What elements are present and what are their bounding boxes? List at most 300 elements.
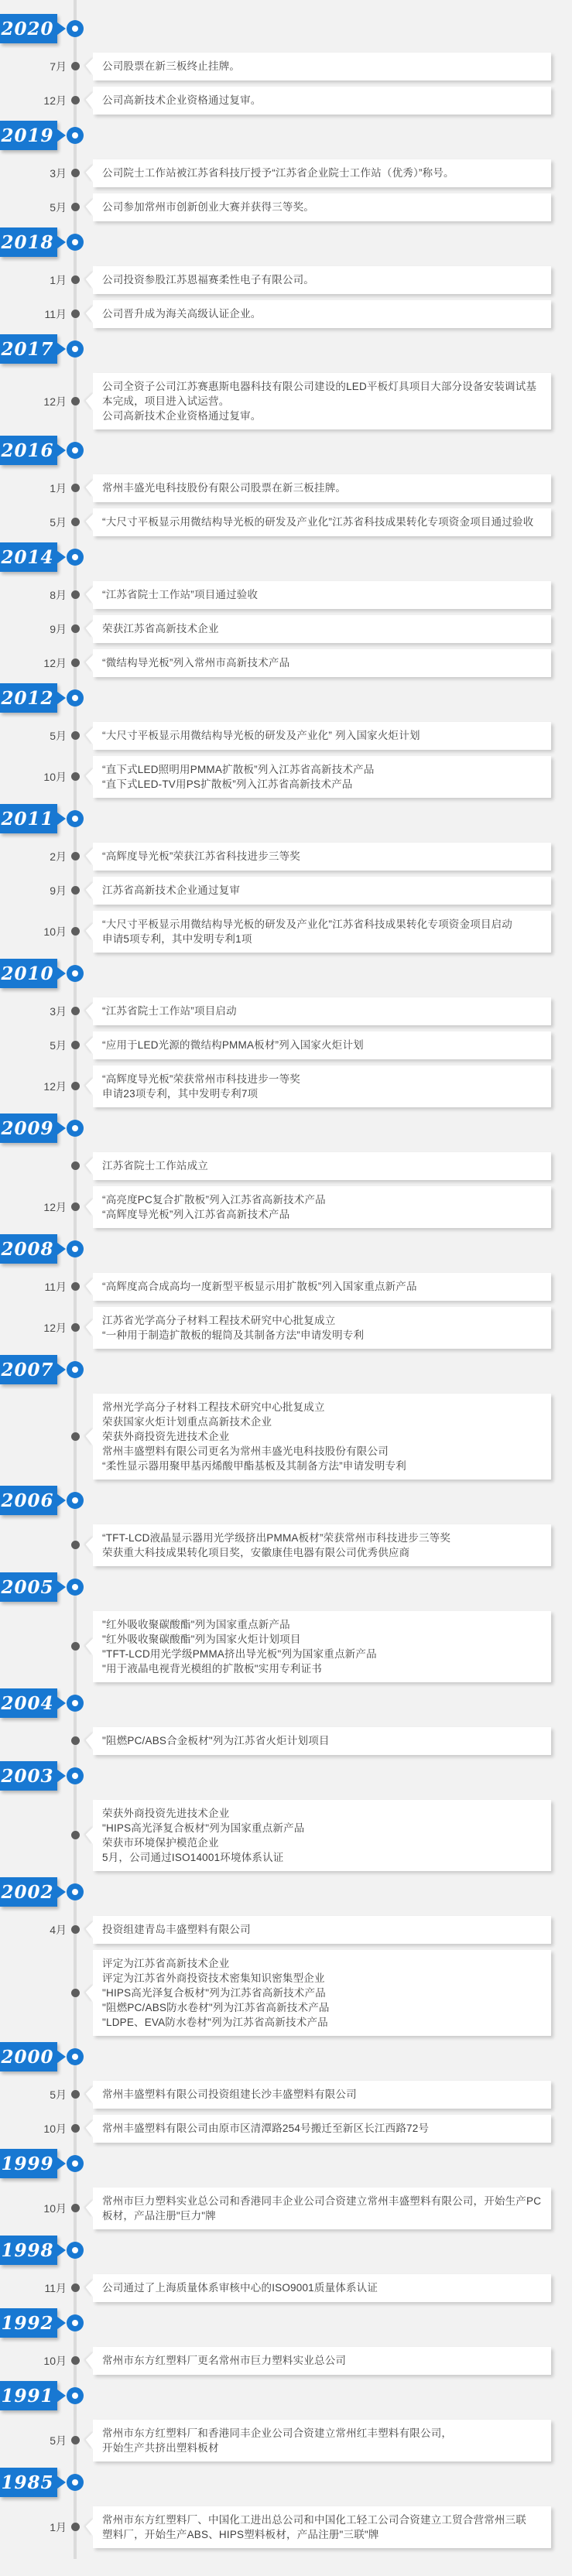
entry-text — [102, 1279, 545, 1294]
card-pointer-icon — [86, 1921, 101, 1938]
entry-text-line: 江苏省院士工作站成立 — [102, 1160, 208, 1172]
timeline-year-dot-icon — [67, 1695, 84, 1712]
entry-text-line: “一种用于制造扩散板的辊筒及其制备方法”申请发明专利 — [102, 1329, 365, 1341]
timeline-month-dot-icon — [71, 1323, 80, 1332]
entry-month-label: 10月 — [43, 2355, 67, 2367]
badge-arrow-icon — [57, 1363, 66, 1376]
timeline-entry — [93, 1152, 551, 1180]
card-pointer-icon — [86, 1002, 101, 1020]
timeline-year-dot-icon — [67, 1579, 84, 1596]
timeline-entry — [43, 1066, 551, 1107]
entry-text-line: 荣获外商投资先进技术企业 — [102, 1431, 230, 1442]
year-label: 1992 — [1, 2312, 54, 2334]
entry-card — [93, 1800, 551, 1871]
year-badge — [0, 227, 57, 257]
card-pointer-icon — [86, 198, 101, 216]
year-badge — [0, 334, 57, 364]
entry-card — [93, 1186, 551, 1228]
entry-text-line: “微结构导光板”列入常州市高新技术产品 — [102, 657, 290, 669]
entry-text-line: 评定为江苏省高新技术企业 — [102, 1958, 230, 1969]
year-label: 2020 — [1, 18, 54, 39]
year-label: 2010 — [1, 963, 54, 984]
timeline-year-dot-icon — [67, 1120, 84, 1137]
entry-month-label: 12月 — [43, 395, 67, 408]
entry-text-line: 公司院士工作站被江苏省科技厅授予“江苏省企业院士工作站（优秀）”称号。 — [102, 167, 454, 179]
timeline-entry — [93, 1727, 551, 1755]
timeline-year-dot-icon — [67, 234, 84, 251]
timeline-entry — [93, 1524, 551, 1566]
timeline-month-dot-icon — [71, 1642, 80, 1651]
year-badge — [0, 1761, 57, 1791]
entry-text — [102, 1617, 545, 1676]
timeline-entry — [50, 508, 551, 536]
timeline-entry — [50, 1031, 551, 1059]
card-pointer-icon — [86, 620, 101, 638]
entry-text — [102, 1158, 545, 1173]
timeline-entry — [44, 1273, 551, 1301]
year-badge — [0, 804, 57, 833]
entry-text — [102, 1192, 545, 1222]
entry-text-line: 评定为江苏省外商投资技术密集知识密集型企业 — [102, 1972, 325, 1984]
entry-text — [102, 621, 545, 636]
entry-month-label: 5月 — [50, 201, 67, 214]
entry-text — [102, 515, 545, 529]
timeline-entry — [50, 266, 551, 294]
entry-card — [93, 2081, 551, 2109]
entry-card — [93, 722, 551, 750]
timeline-month-dot-icon — [71, 1989, 80, 1997]
entry-text-line: 公司通过了上海质量体系审核中心的ISO9001质量体系认证 — [102, 2282, 378, 2294]
timeline-month-dot-icon — [71, 1161, 80, 1170]
entry-text-line: “TFT-LCD液晶显示器用光学级挤出PMMA板材”荣获常州市科技进步三等奖 — [102, 1532, 451, 1544]
timeline-year-dot-icon — [67, 2474, 84, 2491]
entry-text — [102, 917, 545, 946]
entry-month-label: 3月 — [50, 167, 67, 180]
year-label: 2014 — [1, 546, 54, 568]
timeline-year-marker — [0, 2149, 572, 2178]
timeline-month-dot-icon — [71, 2090, 80, 2099]
entry-text — [102, 306, 545, 321]
card-pointer-icon — [86, 922, 101, 940]
entry-card — [93, 508, 551, 536]
entry-text-line: “江苏省院士工作站”项目通过验收 — [102, 589, 259, 600]
card-pointer-icon — [86, 1198, 101, 1216]
entry-text-line: 荣获市环境保护模范企业 — [102, 1837, 219, 1849]
entry-month-label: 3月 — [50, 1005, 67, 1018]
card-pointer-icon — [86, 91, 101, 109]
entry-text-line: “高辉度高合成高均一度新型平板显示用扩散板”列入国家重点新产品 — [102, 1281, 417, 1292]
year-badge — [0, 1486, 57, 1515]
timeline-year-dot-icon — [67, 2242, 84, 2259]
timeline-entry — [50, 997, 551, 1025]
entry-card — [93, 2188, 551, 2229]
timeline-year-dot-icon — [67, 442, 84, 459]
entry-text-line: “直下式LED-TV用PS扩散板”列入江苏省高新技术产品 — [102, 778, 353, 790]
year-label: 2016 — [1, 440, 54, 461]
timeline-month-dot-icon — [71, 2356, 80, 2365]
card-pointer-icon — [86, 2199, 101, 2217]
entry-text — [102, 1004, 545, 1018]
year-label: 1999 — [1, 2153, 54, 2174]
entry-text — [102, 272, 545, 287]
timeline-year-marker — [0, 1234, 572, 1264]
timeline-month-dot-icon — [71, 1831, 80, 1839]
timeline-entry — [50, 159, 551, 187]
badge-arrow-icon — [57, 2157, 66, 2170]
entry-card — [93, 877, 551, 905]
entry-month-label: 12月 — [43, 657, 67, 669]
timeline-year-dot-icon — [67, 689, 84, 706]
card-pointer-icon — [86, 1157, 101, 1175]
timeline-month-dot-icon — [71, 624, 80, 633]
year-badge — [0, 14, 57, 43]
timeline-entry — [44, 300, 551, 328]
entry-month-label: 1月 — [50, 274, 67, 286]
entry-month-label: 5月 — [50, 1039, 67, 1052]
timeline-month-dot-icon — [71, 1007, 80, 1015]
timeline-month-dot-icon — [71, 1041, 80, 1049]
entry-card — [93, 911, 551, 953]
card-pointer-icon — [86, 2119, 101, 2137]
entry-text — [102, 2353, 545, 2368]
entry-text — [102, 1400, 545, 1473]
entry-text-line: 江苏省光学高分子材料工程技术研究中心批复成立 — [102, 1315, 336, 1326]
badge-arrow-icon — [57, 1697, 66, 1709]
entry-card — [93, 649, 551, 677]
year-label: 2004 — [1, 1692, 54, 1714]
timeline-month-dot-icon — [71, 1541, 80, 1549]
year-badge — [0, 1355, 57, 1384]
entry-card — [93, 53, 551, 80]
badge-arrow-icon — [57, 2244, 66, 2256]
timeline-year-marker — [0, 2381, 572, 2410]
entry-text-line: "阻燃PC/ABS防水卷材"列为江苏省高新技术产品 — [102, 2002, 330, 2013]
entry-text-line: 公司全资子公司江苏赛惠斯电器科技有限公司建设的LED平板灯具项目大部分设备安装调试基 — [102, 381, 537, 392]
timeline-year-marker — [0, 683, 572, 713]
timeline-month-dot-icon — [71, 2436, 80, 2444]
timeline-month-dot-icon — [71, 852, 80, 860]
timeline-year-marker — [0, 2042, 572, 2071]
timeline-year-marker — [0, 1486, 572, 1515]
entry-text — [102, 2087, 545, 2102]
card-pointer-icon — [86, 2352, 101, 2369]
badge-arrow-icon — [57, 2317, 66, 2329]
entry-text-line: "HIPS高光泽复合板材"列为国家重点新产品 — [102, 1822, 305, 1834]
entry-text-line: 公司高新技术企业资格通过复审。 — [102, 410, 262, 422]
entry-text — [102, 93, 545, 108]
entry-card — [93, 1524, 551, 1566]
card-pointer-icon — [86, 1077, 101, 1095]
timeline-month-dot-icon — [71, 2523, 80, 2531]
entry-text — [102, 1806, 545, 1865]
entry-card — [93, 581, 551, 609]
badge-arrow-icon — [57, 1243, 66, 1255]
timeline-month-dot-icon — [71, 2284, 80, 2292]
entry-text — [102, 1038, 545, 1052]
timeline-entry — [43, 649, 551, 677]
badge-arrow-icon — [57, 551, 66, 563]
entry-card — [93, 1307, 551, 1349]
card-pointer-icon — [86, 513, 101, 531]
timeline-entry — [50, 53, 551, 80]
entry-text — [102, 1733, 545, 1748]
entry-text — [102, 762, 545, 792]
entry-card — [93, 1727, 551, 1755]
entry-card — [93, 2420, 551, 2461]
timeline-month-dot-icon — [71, 1736, 80, 1745]
entry-text-line: “大尺寸平板显示用微结构导光板的研发及产业化” 列入国家火炬计划 — [102, 730, 420, 741]
year-label: 2007 — [1, 1359, 54, 1380]
timeline-entry — [50, 615, 551, 643]
card-pointer-icon — [86, 164, 101, 182]
entry-text-line: "HIPS高光泽复合板材"列为江苏省高新技术产品 — [102, 1987, 326, 1999]
entry-text-line: “大尺寸平板显示用微结构导光板的研发及产业化”江苏省科技成果转化专项资金项目通过验收 — [102, 516, 534, 528]
timeline-entry — [50, 193, 551, 221]
entry-month-label: 10月 — [43, 771, 67, 783]
entry-month-label: 9月 — [50, 884, 67, 897]
entry-text-line: 江苏省高新技术企业通过复审 — [102, 884, 241, 896]
entry-month-label: 10月 — [43, 925, 67, 938]
year-label: 2018 — [1, 231, 54, 253]
entry-card — [93, 2347, 551, 2375]
entry-text-line: 常州丰盛塑料有限公司投资组建长沙丰盛塑料有限公司 — [102, 2089, 357, 2100]
entry-month-label: 2月 — [50, 850, 67, 863]
card-pointer-icon — [86, 768, 101, 785]
card-pointer-icon — [86, 1826, 101, 1844]
entry-text-line: 荣获外商投资先进技术企业 — [102, 1808, 230, 1819]
year-label: 1985 — [1, 2472, 54, 2493]
timeline-year-marker — [0, 1114, 572, 1143]
timeline-month-dot-icon — [71, 886, 80, 895]
timeline-year-marker — [0, 959, 572, 988]
badge-arrow-icon — [57, 2476, 66, 2489]
card-pointer-icon — [86, 1637, 101, 1655]
timeline-entry — [43, 2347, 551, 2375]
entry-text-line: 荣获重大科技成果转化项目奖，安徽康佳电器有限公司优秀供应商 — [102, 1547, 410, 1558]
year-label: 2012 — [1, 687, 54, 709]
timeline-month-dot-icon — [71, 731, 80, 740]
entry-text-line: 塑料厂，开始生产ABS、HIPS塑料板材，产品注册"三联"牌 — [102, 2529, 379, 2540]
timeline-month-dot-icon — [71, 484, 80, 492]
year-label: 2002 — [1, 1881, 54, 1903]
timeline-month-dot-icon — [71, 2204, 80, 2212]
timeline-month-dot-icon — [71, 169, 80, 177]
entry-text — [102, 59, 545, 74]
entry-text — [102, 2121, 545, 2136]
timeline-month-dot-icon — [71, 310, 80, 318]
entry-text-line: “江苏省院士工作站”项目启动 — [102, 1005, 237, 1017]
year-badge — [0, 2468, 57, 2497]
entry-text-line: “直下式LED照明用PMMA扩散板”列入江苏省高新技术产品 — [102, 764, 375, 775]
timeline-month-dot-icon — [71, 2124, 80, 2133]
entry-month-label: 4月 — [50, 1924, 67, 1936]
timeline-month-dot-icon — [71, 275, 80, 284]
timeline-entry — [43, 2115, 551, 2143]
entry-text — [102, 2194, 545, 2223]
year-badge — [0, 2042, 57, 2071]
timeline-entry — [50, 581, 551, 609]
timeline-year-marker — [0, 1572, 572, 1602]
entry-card — [93, 266, 551, 294]
card-pointer-icon — [86, 881, 101, 899]
timeline-year-marker — [0, 1355, 572, 1384]
entry-text — [102, 2426, 545, 2455]
entry-text-line: "用于液晶电视背光模组的扩散板"实用专利证书 — [102, 1663, 322, 1675]
card-pointer-icon — [86, 847, 101, 865]
timeline-year-dot-icon — [67, 1240, 84, 1257]
entry-text-line: 本完成，项目进入试运营。 — [102, 395, 230, 407]
entry-text — [102, 200, 545, 214]
entry-month-label: 11月 — [44, 2282, 67, 2294]
card-pointer-icon — [86, 727, 101, 744]
card-pointer-icon — [86, 2431, 101, 2449]
entry-month-label: 11月 — [44, 1281, 67, 1293]
timeline-year-dot-icon — [67, 2314, 84, 2331]
year-label: 2003 — [1, 1765, 54, 1787]
timeline-year-dot-icon — [67, 2155, 84, 2172]
timeline-year-dot-icon — [67, 965, 84, 982]
timeline-year-marker — [0, 1688, 572, 1718]
timeline-entry — [44, 2274, 551, 2302]
timeline-entry — [50, 474, 551, 502]
timeline-entry — [93, 1394, 551, 1480]
entry-card — [93, 1152, 551, 1180]
entry-text — [102, 587, 545, 602]
entry-text-line: 公司投资参股江苏恩福赛柔性电子有限公司。 — [102, 274, 314, 286]
entry-month-label: 8月 — [50, 589, 67, 601]
timeline-year-dot-icon — [67, 1883, 84, 1900]
entry-card — [93, 474, 551, 502]
timeline-month-dot-icon — [71, 1282, 80, 1291]
timeline-year-dot-icon — [67, 340, 84, 357]
year-label: 1998 — [1, 2239, 54, 2261]
entry-card — [93, 2274, 551, 2302]
entry-text-line: 常州市巨力塑料实业总公司和香港同丰企业公司合资建立常州丰盛塑料有限公司，开始生产PC — [102, 2195, 542, 2207]
entry-card — [93, 1611, 551, 1682]
year-badge — [0, 1688, 57, 1718]
timeline-entry — [50, 2081, 551, 2109]
badge-arrow-icon — [57, 236, 66, 248]
entry-text-line: 投资组建青岛丰盛塑料有限公司 — [102, 1924, 251, 1935]
year-badge — [0, 959, 57, 988]
entry-text — [102, 1956, 545, 2030]
badge-arrow-icon — [57, 1886, 66, 1898]
entry-card — [93, 300, 551, 328]
badge-arrow-icon — [57, 812, 66, 825]
card-pointer-icon — [86, 2518, 101, 2536]
timeline-entry — [43, 1186, 551, 1228]
card-pointer-icon — [86, 2279, 101, 2297]
entry-month-label: 10月 — [43, 2202, 67, 2215]
year-label: 1991 — [1, 2385, 54, 2407]
entry-text-line: “应用于LED光源的微结构PMMA板材”列入国家火炬计划 — [102, 1039, 364, 1051]
timeline-entry — [93, 1950, 551, 2036]
entry-text-line: 常州丰盛塑料有限公司更名为常州丰盛光电科技股份有限公司 — [102, 1445, 389, 1457]
timeline-year-marker — [0, 542, 572, 572]
badge-arrow-icon — [57, 1494, 66, 1507]
year-label: 2000 — [1, 2046, 54, 2068]
card-pointer-icon — [86, 2085, 101, 2103]
entry-text-line: "阻燃PC/ABS合金板材"列为江苏省火炬计划项目 — [102, 1735, 330, 1746]
entry-text — [102, 2280, 545, 2295]
entry-text — [102, 728, 545, 743]
timeline-entry — [43, 756, 551, 798]
timeline-month-dot-icon — [71, 1202, 80, 1211]
entry-card — [93, 1031, 551, 1059]
entry-month-label: 10月 — [43, 2123, 67, 2135]
entry-text — [102, 655, 545, 670]
timeline-month-dot-icon — [71, 62, 80, 70]
timeline-year-dot-icon — [67, 549, 84, 566]
entry-text-line: 板材，产品注册"巨力"牌 — [102, 2210, 216, 2222]
year-label: 2009 — [1, 1117, 54, 1139]
badge-arrow-icon — [57, 1122, 66, 1134]
entry-month-label: 5月 — [50, 2434, 67, 2447]
year-badge — [0, 436, 57, 465]
timeline-year-dot-icon — [67, 1361, 84, 1378]
year-label: 2008 — [1, 1238, 54, 1260]
timeline-year-marker — [0, 121, 572, 150]
entry-month-label: 12月 — [43, 1322, 67, 1334]
year-badge — [0, 542, 57, 572]
timeline-year-dot-icon — [67, 1492, 84, 1509]
badge-arrow-icon — [57, 343, 66, 355]
timeline-entry — [50, 877, 551, 905]
card-pointer-icon — [86, 1319, 101, 1336]
timeline-year-marker — [0, 1761, 572, 1791]
timeline-month-dot-icon — [71, 772, 80, 781]
timeline-month-dot-icon — [71, 927, 80, 936]
card-pointer-icon — [86, 479, 101, 497]
card-pointer-icon — [86, 1536, 101, 1554]
entry-card — [93, 1394, 551, 1480]
entry-card — [93, 997, 551, 1025]
entry-text-line: "LDPE、EVA防水卷材"列为江苏省高新技术产品 — [102, 2017, 328, 2028]
entry-text — [102, 1922, 545, 1937]
entry-text — [102, 849, 545, 864]
entry-month-label: 12月 — [43, 94, 67, 107]
timeline-entry — [50, 722, 551, 750]
year-badge — [0, 683, 57, 713]
entry-text-line: “大尺寸平板显示用微结构导光板的研发及产业化”江苏省科技成果转化专项资金项目启动 — [102, 919, 512, 930]
entry-text-line: 5月，公司通过ISO14001环境体系认证 — [102, 1852, 284, 1863]
entry-card — [93, 615, 551, 643]
timeline-year-marker — [0, 2308, 572, 2338]
timeline-month-dot-icon — [71, 397, 80, 405]
entry-text-line: "TFT-LCD用光学级PMMA挤出导光板"列为国家重点新产品 — [102, 1648, 377, 1660]
entry-text-line: "红外吸收聚碳酸酯"列为国家重点新产品 — [102, 1619, 290, 1630]
entry-text — [102, 166, 545, 180]
badge-arrow-icon — [57, 129, 66, 142]
entry-text-line: 公司股票在新三板终止挂牌。 — [102, 60, 241, 72]
year-label: 2019 — [1, 125, 54, 146]
timeline-year-marker — [0, 334, 572, 364]
entry-card — [93, 756, 551, 798]
year-badge — [0, 2236, 57, 2265]
year-badge — [0, 1572, 57, 1602]
card-pointer-icon — [86, 654, 101, 672]
entry-text — [102, 2513, 545, 2542]
entry-month-label: 9月 — [50, 623, 67, 635]
entry-text — [102, 1531, 545, 1560]
entry-card — [93, 2506, 551, 2548]
entry-month-label: 5月 — [50, 516, 67, 529]
year-badge — [0, 2308, 57, 2338]
card-pointer-icon — [86, 1036, 101, 1054]
card-pointer-icon — [86, 1732, 101, 1750]
year-label: 2011 — [1, 808, 54, 830]
timeline-entry — [43, 1307, 551, 1349]
